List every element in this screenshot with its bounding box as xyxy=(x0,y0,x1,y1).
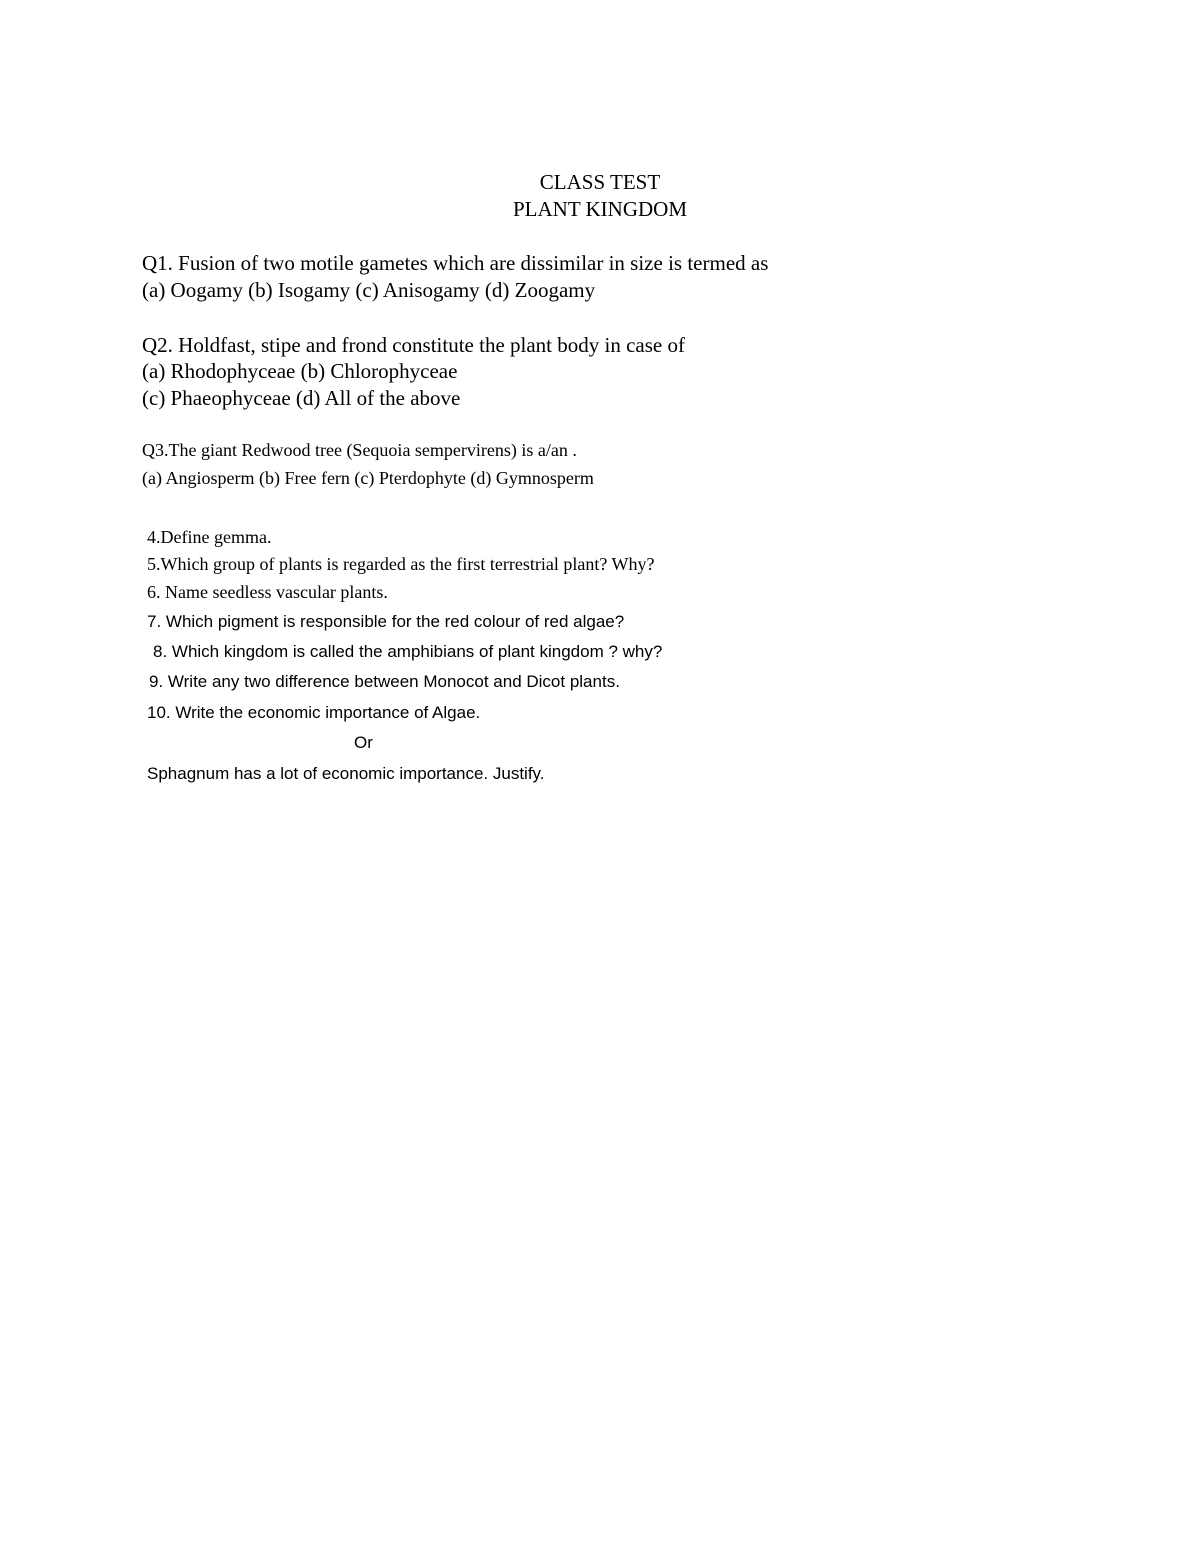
question-2-prompt: Q2. Holdfast, stipe and frond constitute the plant body in case of xyxy=(142,333,685,357)
question-10-prompt: 10. Write the economic importance of Algae. xyxy=(147,703,481,722)
question-10-alternative: Sphagnum has a lot of economic importance. Justify. xyxy=(147,764,545,783)
question-2-options-line-1: (a) Rhodophyceae (b) Chlorophyceae xyxy=(142,359,458,383)
question-2-options-line-2: (c) Phaeophyceae (d) All of the above xyxy=(142,386,461,410)
question-7: 7. Which pigment is responsible for the red colour of red algae? xyxy=(147,612,625,631)
page-title: CLASS TEST xyxy=(539,170,661,194)
question-1-options: (a) Oogamy (b) Isogamy (c) Anisogamy (d) Zoogamy xyxy=(142,278,596,302)
question-9: 9. Write any two difference between Monocot and Dicot plants. xyxy=(149,672,620,691)
question-5: 5.Which group of plants is regarded as the first terrestrial plant? Why? xyxy=(147,554,655,574)
question-4: 4.Define gemma. xyxy=(147,527,272,547)
question-3-prompt: Q3.The giant Redwood tree (Sequoia sempervirens) is a/an . xyxy=(142,440,577,460)
question-8: 8. Which kingdom is called the amphibians of plant kingdom ? why? xyxy=(153,642,663,661)
question-1-prompt: Q1. Fusion of two motile gametes which are dissimilar in size is termed as xyxy=(142,251,769,275)
question-3-options: (a) Angiosperm (b) Free fern (c) Pterdophyte (d) Gymnosperm xyxy=(142,468,594,488)
question-6: 6. Name seedless vascular plants. xyxy=(147,582,388,602)
question-10-or: Or xyxy=(354,733,373,752)
page-subtitle: PLANT KINGDOM xyxy=(512,197,688,221)
